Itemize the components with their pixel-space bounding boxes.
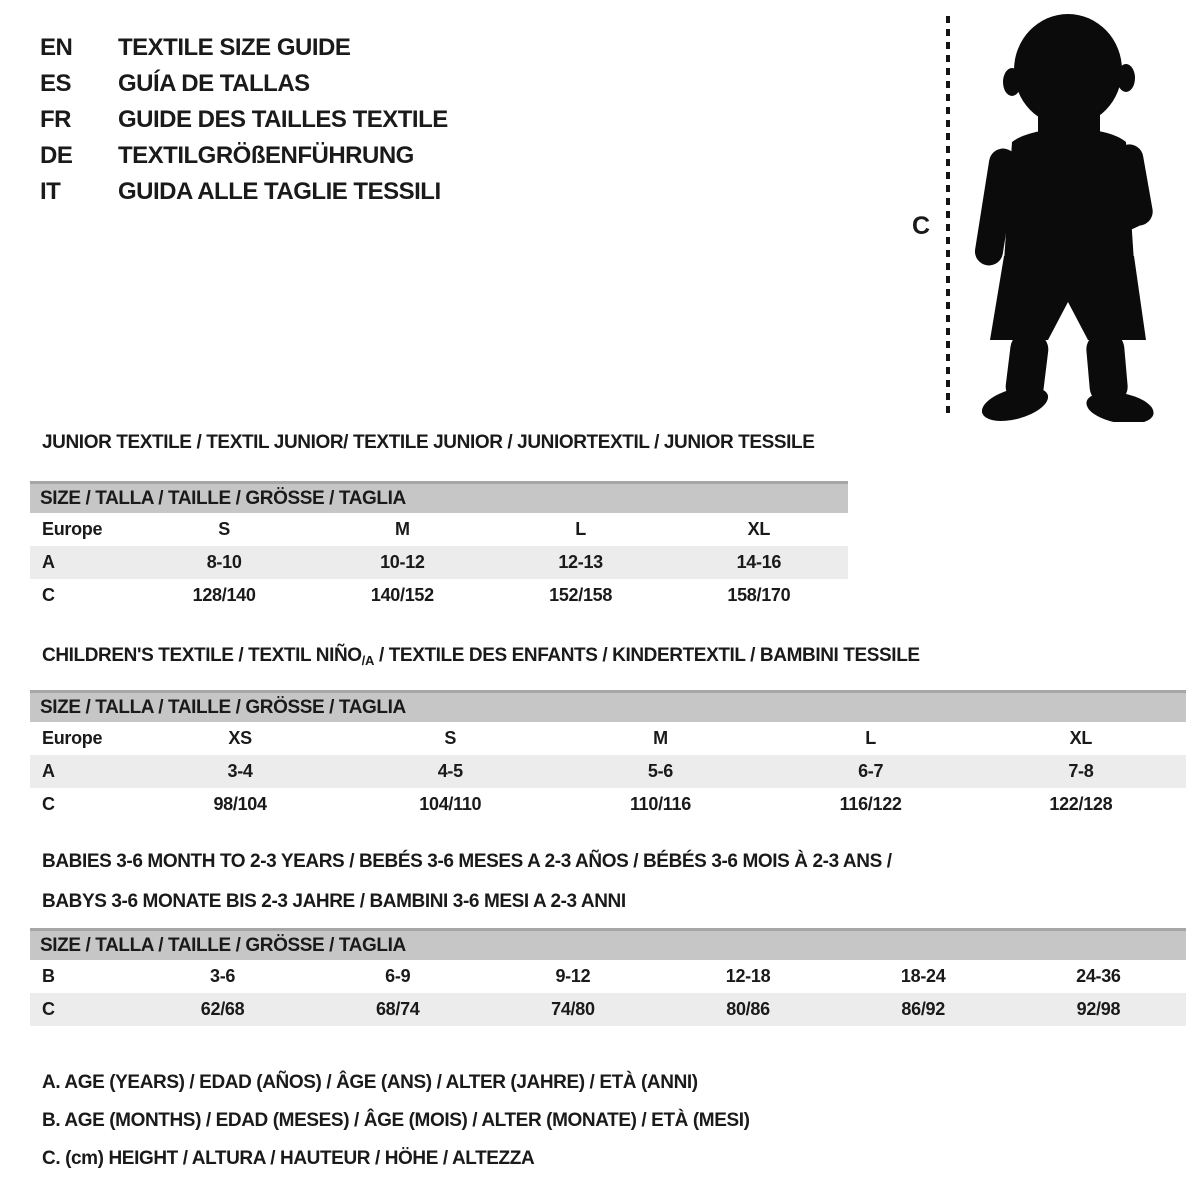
note-b: B. AGE (MONTHS) / EDAD (MESES) / ÂGE (MOIS) / ALTER (MONATE) / ETÀ (MESI) [42,1110,750,1131]
toddler-silhouette-image [960,10,1160,422]
babies-section-title-line2: BABYS 3-6 MONATE BIS 2-3 JAHRE / BAMBINI 3-6 MESI A 2-3 ANNI [42,891,626,912]
cell: 152/158 [549,585,613,605]
cell: L [575,519,586,539]
row-label: A [30,755,135,788]
junior-size-table [30,481,848,612]
cell: 6-9 [385,966,411,986]
cell: 10-12 [313,546,491,579]
cell: 80/86 [660,993,835,1026]
lang-title-de: TEXTILGRÖßENFÜHRUNG [118,142,414,169]
height-dashed-line [946,16,950,418]
cell: L [865,728,876,748]
cell: 3-6 [210,966,236,986]
row-label: C [42,585,55,605]
lang-row-fr [40,102,448,138]
cell: 86/92 [836,993,1011,1026]
cell: 6-7 [766,755,976,788]
table-row [30,960,1186,993]
cell: 140/152 [370,585,434,605]
table-row [30,513,848,546]
table-row [30,546,848,579]
cell: XS [228,728,252,748]
cell: 3-4 [135,755,345,788]
cell: 14-16 [670,546,848,579]
cell: 24-36 [1076,966,1121,986]
footnotes [42,1072,750,1186]
cell: M [653,728,668,748]
language-header [40,30,448,210]
row-label: Europe [42,728,103,748]
row-label: C [30,993,135,1026]
cell: XL [747,519,771,539]
lang-row-de [40,138,448,174]
children-title-subscript: /A [361,653,375,668]
cell: 92/98 [1011,993,1186,1026]
table-row [30,755,1186,788]
lang-code-de: DE [40,142,73,169]
cell: 68/74 [310,993,485,1026]
cell: 62/68 [135,993,310,1026]
lang-row-en [40,30,448,66]
table-row [30,788,1186,821]
cell: 122/128 [1049,794,1113,814]
cell: 116/122 [839,794,902,814]
height-measure-label: C [912,212,931,240]
lang-code-en: EN [40,34,73,61]
cell: 158/170 [727,585,791,605]
row-label: C [42,794,55,814]
lang-title-fr: GUIDE DES TAILLES TEXTILE [118,106,448,133]
junior-section-title: JUNIOR TEXTILE / TEXTIL JUNIOR/ TEXTILE JUNIOR / JUNIORTEXTIL / JUNIOR TESSILE [42,432,815,453]
table-row [30,722,1186,755]
cell: 12-18 [725,966,771,986]
cell: 18-24 [900,966,946,986]
cell: 12-13 [492,546,670,579]
lang-title-it: GUIDA ALLE TAGLIE TESSILI [118,178,441,205]
note-c: C. (cm) HEIGHT / ALTURA / HAUTEUR / HÖHE / ALTEZZA [42,1148,535,1169]
cell: 7-8 [976,755,1186,788]
babies-size-table [30,928,1186,1026]
lang-row-it [40,174,448,210]
babies-section-title-line1: BABIES 3-6 MONTH TO 2-3 YEARS / BEBÉS 3-6 MESES A 2-3 AÑOS / BÉBÉS 3-6 MOIS À 2-3 ANS / [42,851,892,872]
babies-size-header-bar: SIZE / TALLA / TAILLE / GRÖSSE / TAGLIA [30,930,1186,961]
children-size-header-bar: SIZE / TALLA / TAILLE / GRÖSSE / TAGLIA [30,692,1186,723]
lang-code-es: ES [40,70,72,97]
cell: 128/140 [192,585,256,605]
table-row [30,993,1186,1026]
lang-title-en: TEXTILE SIZE GUIDE [118,34,351,61]
cell: S [444,728,457,748]
cell: XL [1069,728,1093,748]
row-label: A [30,546,135,579]
cell: 9-12 [555,966,591,986]
table-row [30,579,848,612]
cell: 5-6 [555,755,765,788]
lang-title-es: GUÍA DE TALLAS [118,70,310,97]
row-label: B [42,966,55,986]
note-a: A. AGE (YEARS) / EDAD (AÑOS) / ÂGE (ANS) / ALTER (JAHRE) / ETÀ (ANNI) [42,1072,698,1093]
cell: 8-10 [135,546,313,579]
children-section-title [42,645,920,668]
lang-row-es [40,66,448,102]
row-label: Europe [42,519,103,539]
cell: 98/104 [213,794,267,814]
cell: 4-5 [345,755,555,788]
lang-code-it: IT [40,178,61,205]
lang-code-fr: FR [40,106,71,133]
cell: M [395,519,410,539]
children-title-post: / TEXTILE DES ENFANTS / KINDERTEXTIL / BAMBINI TESSILE [374,645,920,666]
cell: S [218,519,230,539]
cell: 104/110 [419,794,482,814]
junior-size-header-bar: SIZE / TALLA / TAILLE / GRÖSSE / TAGLIA [30,483,848,514]
cell: 74/80 [485,993,660,1026]
children-size-table [30,690,1186,821]
cell: 110/116 [629,794,691,814]
children-title-pre: CHILDREN'S TEXTILE / TEXTIL NIÑO [42,645,362,666]
